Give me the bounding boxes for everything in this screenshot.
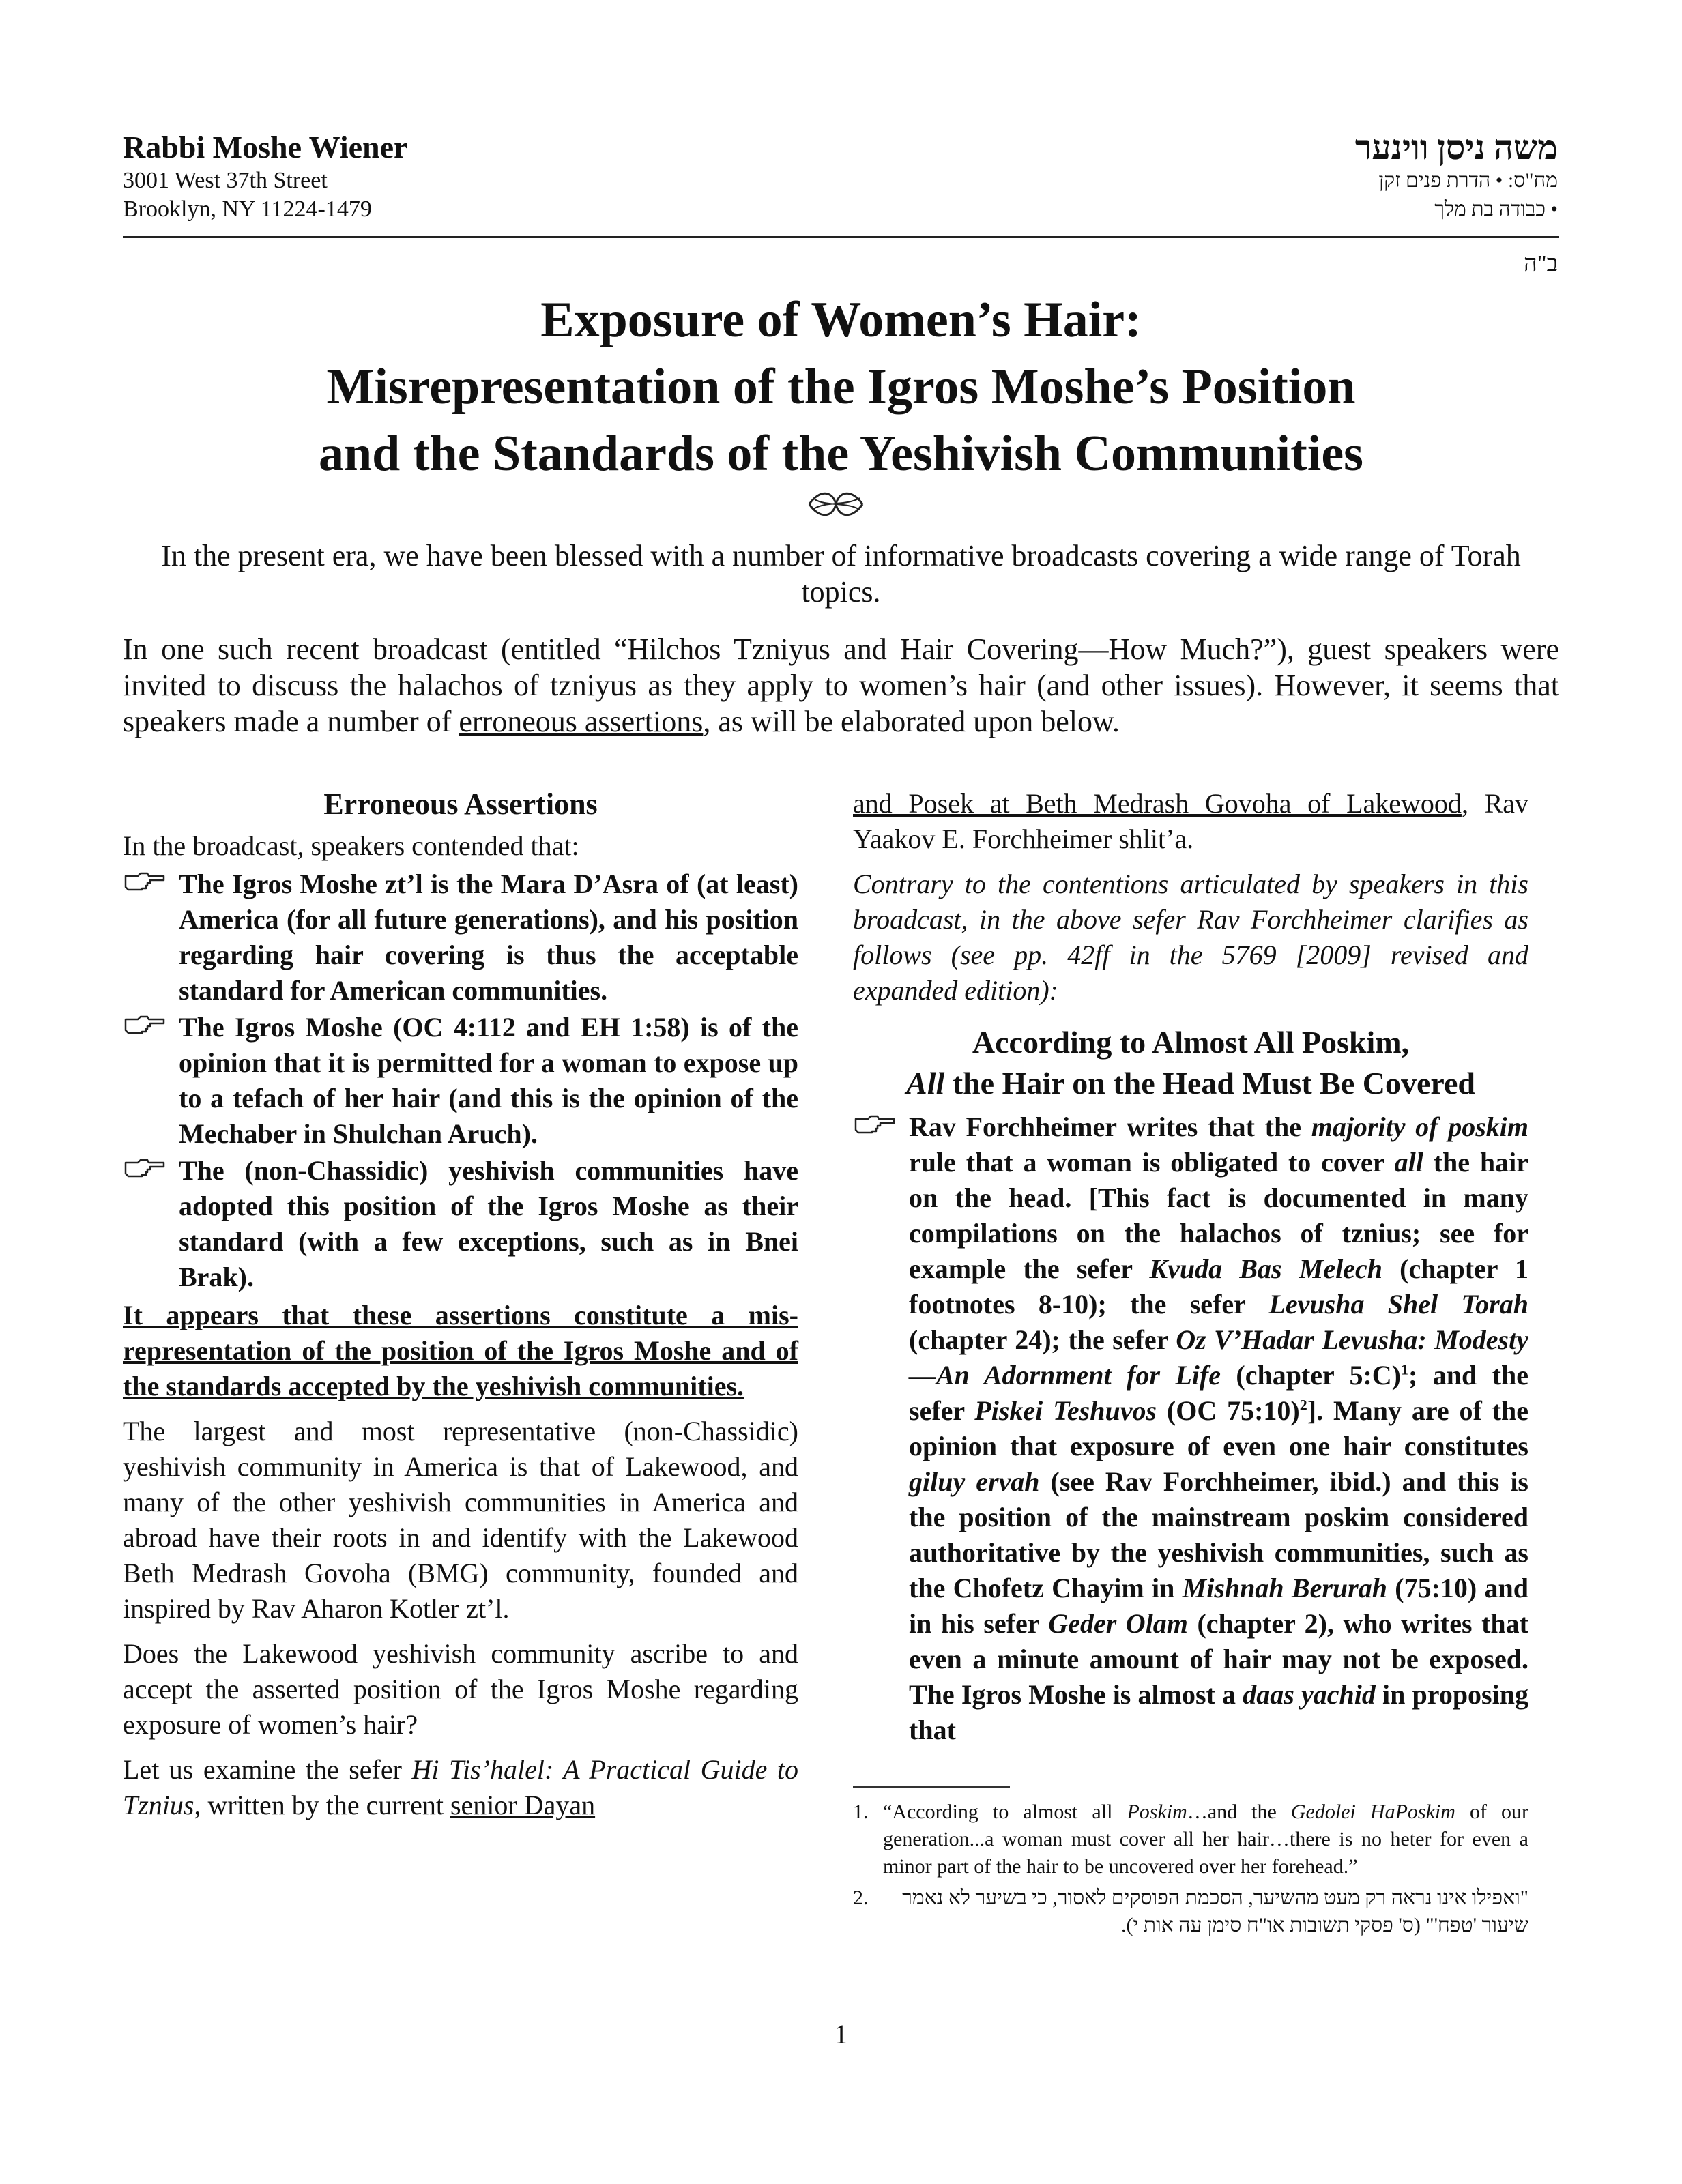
list-item bbox=[123, 1153, 798, 1295]
intro-p2-text: In one such recent broadcast (entitled “Hilchos Tzniyus and Hair Covering—How Much?”), guest speakers were invited to discuss the halachos of tzniyus as they apply to women’s hair (and other issues). However, it seems that speakers made a number of bbox=[123, 632, 1559, 738]
bullet-text: (chapter 2), who writes that even a minute amount of hair may not be exposed. The Igros Moshe is almost a bbox=[909, 1608, 1528, 1710]
section-heading-almost-all-poskim bbox=[853, 1022, 1528, 1104]
intro-p2-text-end: , as will be elaborated upon below. bbox=[703, 705, 1120, 738]
book-title: Kvuda Bas Melech bbox=[1149, 1253, 1382, 1284]
ornament-flourish-icon bbox=[805, 486, 867, 523]
assertion-text: The Igros Moshe (OC 4:112 and EH 1:58) is of the opinion that it is permitted for a woman to expose up to a tefach of her hair (and this is the opinion of the Mechaber in Shulchan Aruch). bbox=[179, 1012, 798, 1149]
left-column bbox=[123, 786, 798, 1833]
footnote-divider bbox=[853, 1786, 1010, 1788]
footnote-1 bbox=[853, 1799, 1528, 1880]
left-lead: In the broadcast, speakers contended that: bbox=[123, 830, 579, 861]
bullet-emphasis: all bbox=[1394, 1147, 1423, 1178]
posek-underline: and Posek at Beth Medrash Govoha of Lakewood bbox=[853, 788, 1462, 819]
right-column bbox=[853, 786, 1528, 1751]
footnote-text: of our generation...a woman must cover all her hair…there is no heter for even a minor part of the hair to be uncovered over her forehead.” bbox=[883, 1801, 1528, 1878]
intro-paragraph-2 bbox=[123, 631, 1559, 740]
examine-paragraph bbox=[123, 1752, 798, 1823]
bullet-text: rule that a woman is obligated to cover bbox=[909, 1147, 1395, 1178]
book-title: Mishnah Berurah bbox=[1182, 1573, 1387, 1603]
pointing-hand-icon bbox=[853, 1112, 897, 1137]
footnotes bbox=[853, 1799, 1528, 1943]
list-item bbox=[853, 1109, 1528, 1748]
title-line-1: Exposure of Women’s Hair: bbox=[540, 292, 1142, 348]
pointing-hand-icon bbox=[123, 1156, 166, 1180]
footnote-emphasis: Gedolei HaPoskim bbox=[1290, 1801, 1455, 1823]
bullet-text: (see Rav Forchheimer, ibid.) and this is the position of the mainstream poskim considered authoritative by the yeshivish communities, such as the Chofetz Chayim in bbox=[909, 1466, 1528, 1603]
page-number: 1 bbox=[834, 2019, 848, 2050]
bh-mark: ב"ה bbox=[1524, 251, 1558, 276]
footnote-number: 2. bbox=[853, 1887, 869, 1909]
assertion-text: The (non-Chassidic) yeshivish communities have adopted this position of the Igros Moshe as their standard (with a few exceptions, such as in Bnei Brak). bbox=[179, 1155, 798, 1292]
bullet-text: (OC 75:10) bbox=[1157, 1395, 1300, 1426]
heading-line-2 bbox=[853, 1063, 1528, 1104]
bullet-text: (chapter 24); the sefer bbox=[909, 1324, 1176, 1355]
bullet-text: in proposing that bbox=[909, 1679, 1528, 1745]
bullet-text: ]. Many are of the opinion that exposure of even one hair constitutes bbox=[909, 1395, 1528, 1461]
footnote-hebrew-text: "ואפילו אינו נראה רק מעט מהשיער, הסכמת הפוסקים לאסור, כי בשיער לא נאמר שיעור 'טפח'" (ס' פסקי תשובות או"ח סימן עה אות י). bbox=[902, 1887, 1528, 1936]
question-paragraph: Does the Lakewood yeshivish community ascribe to and accept the asserted position of the Igros Moshe regarding exposure of women’s hair? bbox=[123, 1638, 798, 1740]
letterhead-divider bbox=[123, 236, 1559, 238]
bullet-emphasis: majority of poskim bbox=[1311, 1111, 1529, 1142]
heading-emphasis: All bbox=[906, 1066, 945, 1101]
footnote-text: …and the bbox=[1187, 1801, 1291, 1823]
continued-text: , Rav Yaakov E. Forchheimer shlit’a. bbox=[853, 788, 1529, 854]
bullet-text: Rav Forchheimer writes that the bbox=[909, 1111, 1311, 1142]
book-title: Levusha Shel Torah bbox=[1268, 1289, 1528, 1320]
footnote-ref-1: 1 bbox=[1401, 1360, 1409, 1378]
assertion-list bbox=[123, 867, 798, 1295]
footnote-number: 1. bbox=[853, 1801, 869, 1823]
document-title bbox=[123, 287, 1559, 487]
continued-paragraph bbox=[853, 786, 1528, 857]
list-item bbox=[123, 1010, 798, 1152]
footnote-ref-2: 2 bbox=[1299, 1396, 1307, 1414]
footnote-emphasis: Poskim bbox=[1127, 1801, 1187, 1823]
bullet-emphasis: daas yachid bbox=[1243, 1679, 1376, 1710]
heading-rest: the Hair on the Head Must Be Covered bbox=[944, 1066, 1475, 1101]
book-title: Piskei Teshuvos bbox=[974, 1395, 1157, 1426]
footnote-text: “According to almost all bbox=[883, 1801, 1127, 1823]
title-line-3: and the Standards of the Yeshivish Communities bbox=[319, 426, 1363, 482]
hebrew-works-line-2: • כבודה בת מלך bbox=[1434, 198, 1558, 220]
intro-paragraph-1: In the present era, we have been blessed with a number of informative broadcasts covering a wide range of Torah topics. bbox=[161, 539, 1521, 609]
senior-dayan-underline: senior Dayan bbox=[450, 1790, 596, 1820]
bullet-text: (75:10) and in his sefer bbox=[909, 1573, 1528, 1639]
book-title: Oz V’Hadar Levusha: Modesty—An Adornment for Life bbox=[909, 1324, 1528, 1391]
pointing-hand-icon bbox=[123, 1013, 166, 1037]
book-title: Hi Tis’halel: A Practical Guide to Tznius bbox=[123, 1754, 799, 1820]
title-line-2: Misrepresentation of the Igros Moshe’s Position bbox=[326, 359, 1356, 415]
bullet-text: (chapter 5:C) bbox=[1220, 1360, 1402, 1391]
forchheimer-list bbox=[853, 1109, 1528, 1748]
examine-text-2: , written by the current bbox=[194, 1790, 450, 1820]
erroneous-assertions-link: erroneous assertions bbox=[459, 705, 704, 738]
letterhead-english bbox=[123, 128, 407, 224]
book-title: Geder Olam bbox=[1048, 1608, 1188, 1639]
bullet-text: (chapter 1 footnotes 8-10); the sefer bbox=[909, 1253, 1529, 1320]
letterhead-hebrew bbox=[1355, 128, 1558, 224]
heading-line-1: According to Almost All Poskim, bbox=[972, 1025, 1410, 1060]
section-heading-erroneous-assertions: Erroneous Assertions bbox=[323, 787, 598, 821]
lakewood-paragraph: The largest and most representative (non-Chassidic) yeshivish community in America is that of Lakewood, and many of the other yeshivish communities in America and abroad have their roots in and identify with the Lakewood Beth Medrash Govoha (BMG) community, founded and inspired by Rav Aharon Kotler zt’l. bbox=[123, 1416, 798, 1624]
pointing-hand-icon bbox=[123, 869, 166, 894]
conclusion-statement: It appears that these assertions constitute a mis-representation of the position of the Igros Moshe and of the standards accepted by the yeshivish communities. bbox=[123, 1300, 798, 1401]
author-name: Rabbi Moshe Wiener bbox=[123, 130, 408, 164]
footnote-2 bbox=[853, 1884, 1528, 1939]
address-line-2: Brooklyn, NY 11224-1479 bbox=[123, 196, 372, 222]
italic-paragraph: Contrary to the contentions articulated by speakers in this broadcast, in the above sefer Rav Forchheimer clarifies as follows (see pp. 42ff in the 5769 [2009] revised and expanded edition): bbox=[853, 869, 1528, 1006]
assertion-text: The Igros Moshe zt’l is the Mara D’Asra of (at least) America (for all future generations), and his position regarding hair covering is thus the acceptable standard for American communities. bbox=[179, 869, 798, 1006]
bullet-emphasis: giluy ervah bbox=[909, 1466, 1040, 1497]
address-line-1: 3001 West 37th Street bbox=[123, 168, 328, 193]
examine-text: Let us examine the sefer bbox=[123, 1754, 412, 1785]
bullet-text: the hair on the head. [This fact is documented in many compilations on the halachos of tznius; see for example the sefer bbox=[909, 1147, 1529, 1284]
hebrew-works-line-1: מח"ס: • הדרת פנים זקן bbox=[1378, 169, 1558, 192]
hebrew-name: משה ניסן ווינער bbox=[1354, 128, 1558, 166]
list-item bbox=[123, 867, 798, 1008]
bullet-text: ; and the sefer bbox=[909, 1360, 1529, 1426]
